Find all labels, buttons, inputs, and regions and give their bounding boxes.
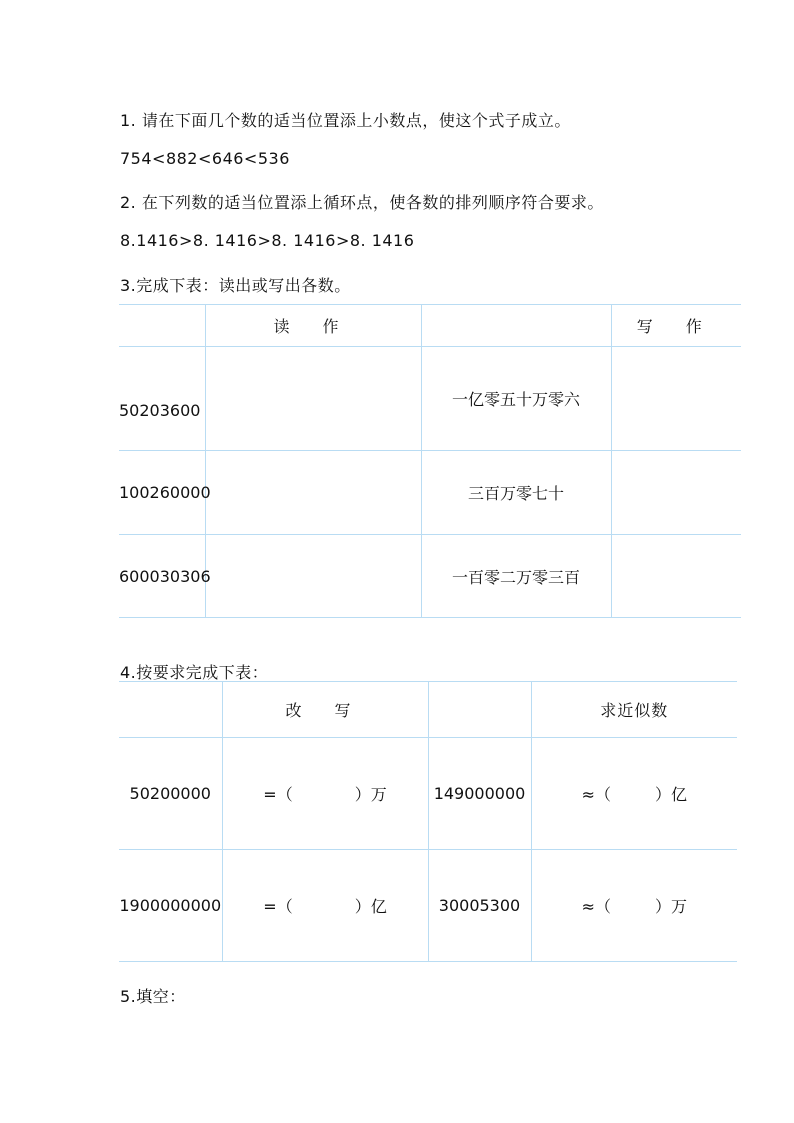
reading-answer-cell[interactable] [205, 347, 421, 451]
approx-prefix: ≈（ [581, 785, 611, 804]
header-cell-blank-2 [428, 682, 531, 738]
header-cell-blank-2 [421, 305, 611, 347]
approx-answer-cell[interactable] [531, 738, 737, 850]
number-cell: 149000000 [428, 738, 531, 850]
question-4-text: 4.按要求完成下表： [120, 663, 269, 682]
number-cell: 100260000 [119, 451, 205, 535]
rewrite-answer-cell[interactable] [222, 738, 428, 850]
number-cell: 1900000000 [119, 850, 222, 962]
rewrite-answer-cell[interactable] [222, 850, 428, 962]
question-5-text: 5.填空： [120, 987, 186, 1006]
writing-answer-cell[interactable] [611, 451, 741, 535]
table-row [119, 738, 737, 850]
rewrite-prefix: =（ [263, 897, 293, 916]
number-cell: 50200000 [119, 738, 222, 850]
header-cell-blank-1 [119, 682, 222, 738]
reading-answer-cell[interactable] [205, 451, 421, 535]
approx-suffix: ）亿 [654, 785, 687, 804]
table-row [119, 347, 741, 451]
rewrite-suffix: ）万 [354, 785, 387, 804]
question-2-expression: 8.1416>8. 1416>8. 1416>8. 1416 [120, 231, 415, 250]
header-cell-reading: 读 作 [205, 305, 421, 347]
approx-answer-cell[interactable] [531, 850, 737, 962]
header-cell-blank-1 [119, 305, 205, 347]
table-row [119, 850, 737, 962]
number-cell: 600030306 [119, 535, 205, 618]
table-row [119, 535, 741, 618]
chinese-number-cell: 一亿零五十万零六 [421, 347, 611, 451]
question-3-text: 3.完成下表：读出或写出各数。 [120, 276, 351, 295]
approx-prefix: ≈（ [581, 897, 611, 916]
number-cell: 50203600 [119, 347, 205, 451]
table-header-row [119, 682, 737, 738]
read-write-table [119, 304, 741, 618]
writing-answer-cell[interactable] [611, 535, 741, 618]
table-header-row [119, 305, 741, 347]
question-1-text: 1. 请在下面几个数的适当位置添上小数点，使这个式子成立。 [120, 111, 571, 130]
chinese-number-cell: 一百零二万零三百 [421, 535, 611, 618]
header-cell-approximate: 求近似数 [531, 682, 737, 738]
rewrite-approximate-table [119, 681, 737, 962]
question-2-text: 2. 在下列数的适当位置添上循环点，使各数的排列顺序符合要求。 [120, 193, 604, 212]
rewrite-suffix: ）亿 [354, 897, 387, 916]
header-cell-writing: 写 作 [611, 305, 741, 347]
approx-suffix: ）万 [654, 897, 687, 916]
rewrite-prefix: =（ [263, 785, 293, 804]
reading-answer-cell[interactable] [205, 535, 421, 618]
header-cell-rewrite: 改 写 [222, 682, 428, 738]
chinese-number-cell: 三百万零七十 [421, 451, 611, 535]
table-row [119, 451, 741, 535]
question-1-expression: 754<882<646<536 [120, 149, 290, 168]
writing-answer-cell[interactable] [611, 347, 741, 451]
number-cell: 30005300 [428, 850, 531, 962]
